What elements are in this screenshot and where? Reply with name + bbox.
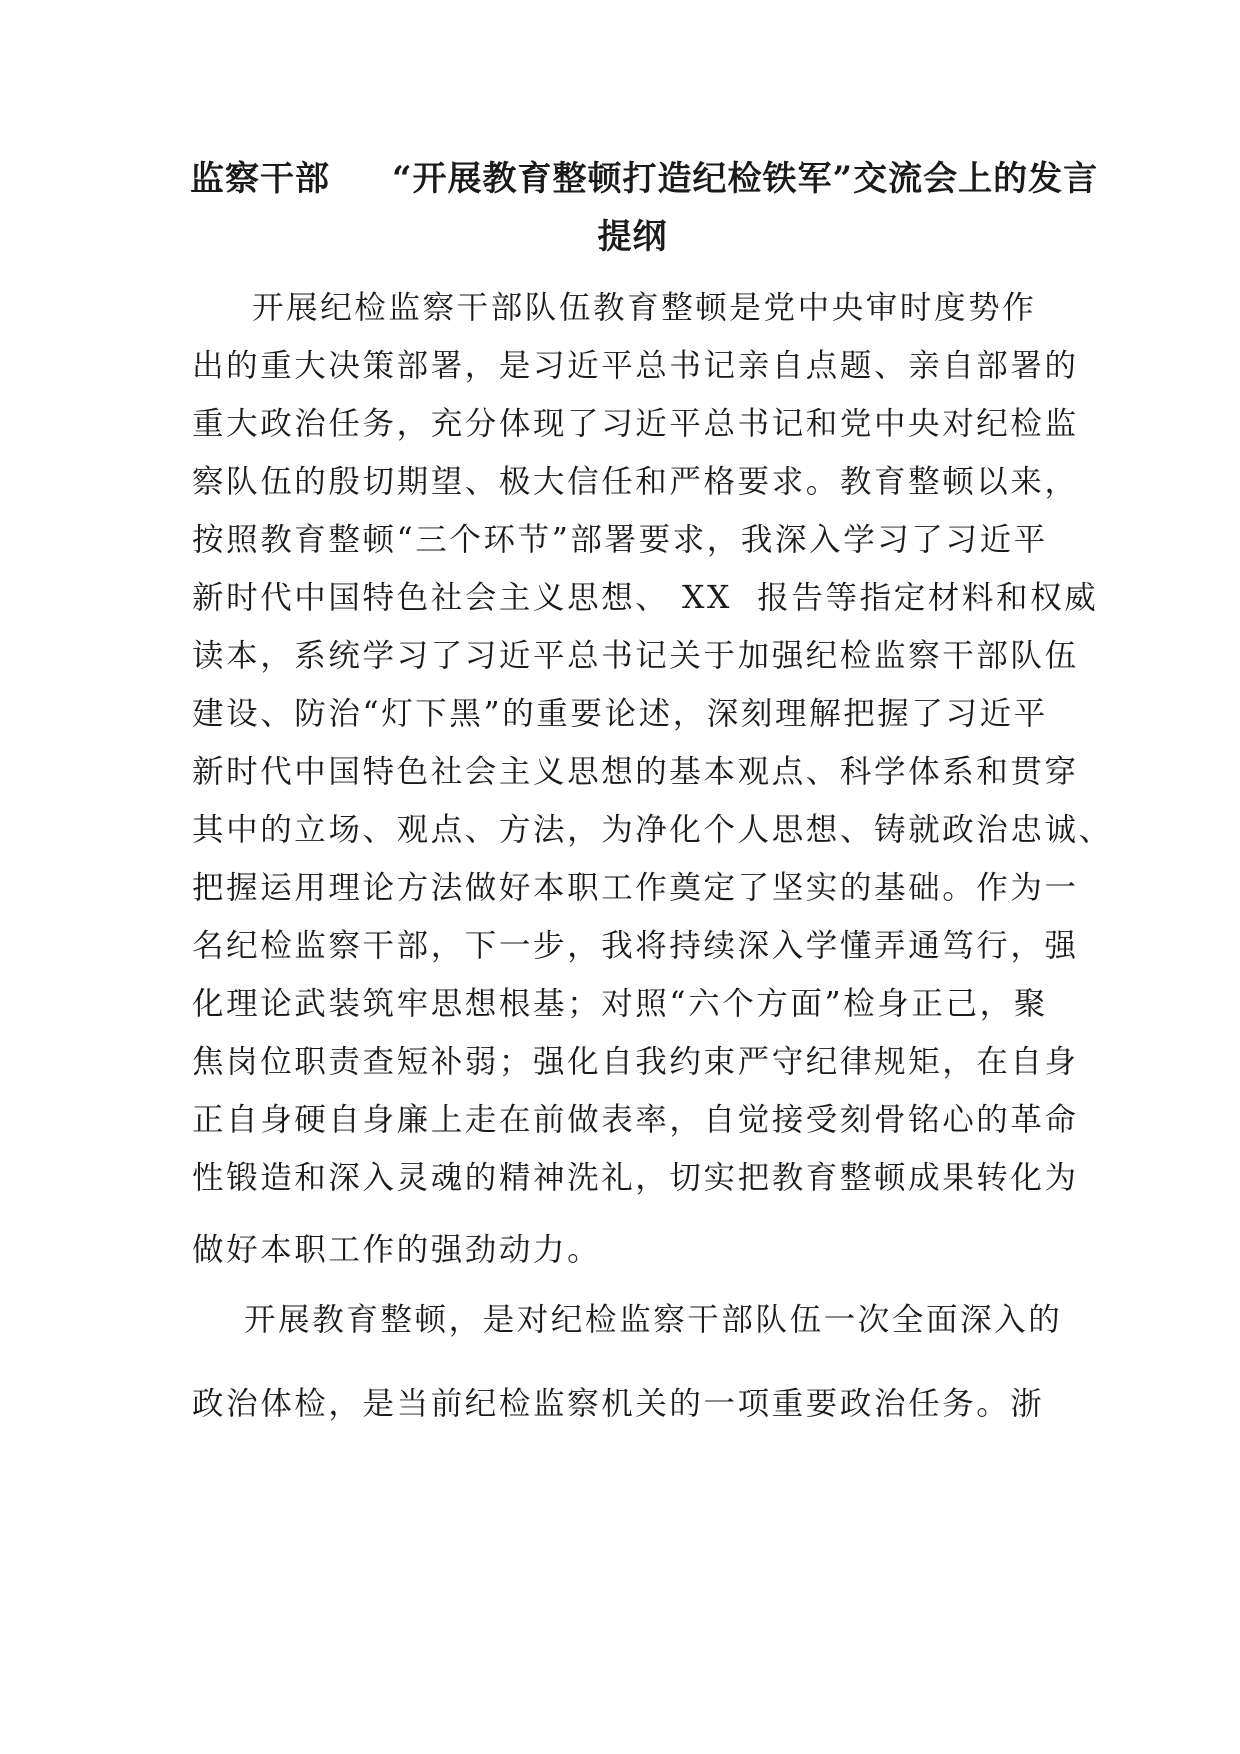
body-line: 正自身硬自身廉上走在前做表率，自觉接受刻骨铭心的革命 [192, 1102, 1079, 1138]
body-line: 按照教育整顿“三个环节”部署要求，我深入学习了习近平 [192, 522, 1048, 558]
title-line-1 [190, 150, 1099, 208]
body-line: 做好本职工作的强劲动力。 [192, 1232, 602, 1268]
body-line: 建设、防治“灯下黑”的重要论述，深刻理解把握了习近平 [192, 696, 1048, 732]
title-part-1: 监察干部 [190, 159, 330, 199]
body-line: 新时代中国特色社会主义思想、 XX 报告等指定材料和权威 [192, 580, 1099, 616]
body-line: 开展纪检监察干部队伍教育整顿是党中央审时度势作 [252, 290, 1037, 326]
body-line: 出的重大决策部署，是习近平总书记亲自点题、亲自部署的 [192, 348, 1079, 384]
title-part-2: “开展教育整顿打造纪检铁军”交流会上的发言 [392, 159, 1099, 199]
body-line: 政治体检，是当前纪检监察机关的一项重要政治任务。浙 [192, 1386, 1045, 1422]
body-line: 读本，系统学习了习近平总书记关于加强纪检监察干部队伍 [192, 638, 1079, 674]
document-body [192, 279, 1113, 1433]
body-line: 性锻造和深入灵魂的精神洗礼，切实把教育整顿成果转化为 [192, 1160, 1079, 1196]
body-line: 化理论武装筑牢思想根基；对照“六个方面”检身正己，聚 [192, 986, 1048, 1022]
document-title [190, 150, 1099, 266]
body-line: 其中的立场、观点、方法，为净化个人思想、铸就政治忠诚、 [192, 812, 1113, 848]
body-line: 重大政治任务，充分体现了习近平总书记和党中央对纪检监 [192, 406, 1079, 442]
title-line-2: 提纲 [597, 217, 668, 257]
body-line: 新时代中国特色社会主义思想的基本观点、科学体系和贯穿 [192, 754, 1079, 790]
body-line: 察队伍的殷切期望、极大信任和严格要求。教育整顿以来， [192, 464, 1079, 500]
body-line: 把握运用理论方法做好本职工作奠定了坚实的基础。作为一 [192, 870, 1079, 906]
body-line: 焦岗位职责查短补弱；强化自我约束严守纪律规矩，在自身 [192, 1044, 1079, 1080]
body-line: 名纪检监察干部，下一步，我将持续深入学懂弄通笃行，强 [192, 928, 1079, 964]
body-line: 开展教育整顿，是对纪检监察干部队伍一次全面深入的 [244, 1302, 1063, 1338]
